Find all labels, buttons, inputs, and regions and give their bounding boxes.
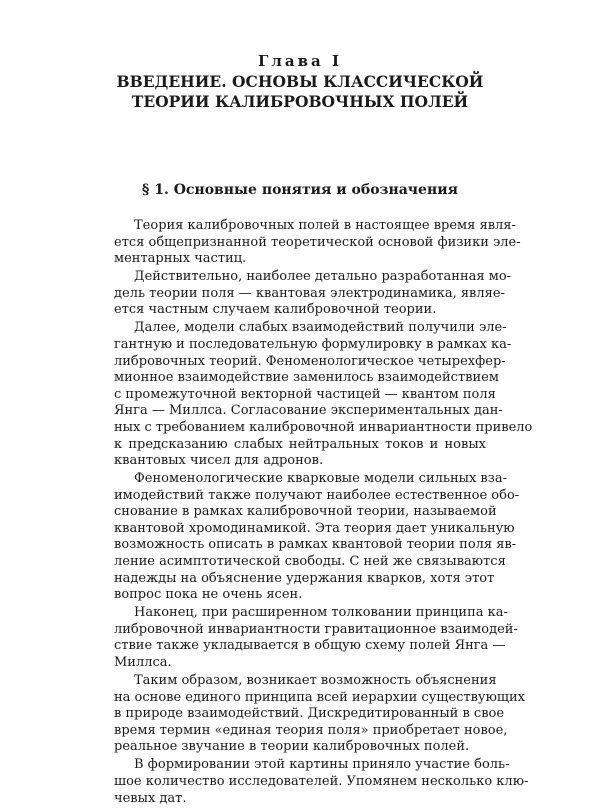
text-line: ется общепризнанной теоретической основой физики эле- (114, 234, 521, 250)
body-text (114, 218, 533, 809)
text-line: Действительно, наиболее детально разработанная мо- (134, 269, 512, 285)
text-line: Миллса. (114, 655, 172, 670)
text-line: Наконец, при расширенном толковании принципа ка- (134, 605, 508, 621)
text-line: на основе единого принципа всей иерархии существующих (114, 689, 525, 705)
chapter-label: Глава I (257, 52, 343, 70)
paragraph (114, 605, 518, 671)
text-line: имодействий также получают наиболее естественное обо- (114, 487, 520, 503)
text-line: В формировании этой картины приняло участие боль- (134, 757, 510, 773)
text-line: дель теории поля — квантовая электродинамика, являе- (114, 285, 505, 301)
text-line: время термин «единая теория поля» приобретает новое, (114, 722, 508, 738)
text-line: ление асимптотической свободы. С ней же связываются (114, 554, 506, 570)
text-line: ствие также укладывается в общую схему полей Янга — (114, 638, 506, 654)
text-line: в природе взаимодействий. Дискредитированный в свое (114, 706, 505, 722)
chapter-title-line: ВВЕДЕНИЕ. ОСНОВЫ КЛАССИЧЕСКОЙ (116, 72, 484, 91)
paragraph (114, 269, 512, 319)
text-line: гантную и последовательную формулировку в рамках ка- (114, 336, 512, 352)
text-line: квантовых чисел для адронов. (114, 453, 324, 469)
text-line: либровочных теорий. Феноменологическое четырехфер- (114, 353, 506, 369)
text-line: надежды на объяснение удержания кварков, хотя этот (114, 570, 495, 586)
paragraph (114, 218, 521, 268)
text-line: Феноменологические кварковые модели сильных вза- (134, 471, 507, 487)
paragraph (114, 320, 533, 469)
text-line: Янга — Миллса. Согласование экспериментальных дан- (114, 403, 503, 419)
text-line: Теория калибровочных полей в настоящее время явля- (134, 218, 516, 233)
text-line: вопрос пока не очень ясен. (114, 587, 303, 603)
chapter-title (0, 72, 600, 112)
text-line: шое количество исследователей. Упомянем несколько клю- (114, 773, 529, 789)
text-line: ментарных частиц. (114, 251, 247, 267)
section-heading: § 1. Основные понятия и обозначения (142, 182, 458, 198)
text-line: с промежуточной векторной частицей — квантом поля (114, 386, 496, 402)
text-line: ных с требованием калибровочной инвариантности привело (114, 419, 533, 435)
paragraph (114, 757, 529, 807)
text-line: реальное звучание в теории калибровочных полей. (114, 739, 470, 755)
text-line: квантовой хромодинамикой. Эта теория дает уникальную (114, 520, 515, 536)
text-line: возможность описать в рамках квантовой теории поля яв- (114, 537, 517, 553)
chapter-title-line: ТЕОРИИ КАЛИБРОВОЧНЫХ ПОЛЕЙ (131, 92, 469, 111)
paragraph (114, 471, 520, 604)
text-line: Далее, модели слабых взаимодействий получили эле- (134, 320, 507, 336)
text-line: мионное взаимодействие заменилось взаимодействием (114, 370, 499, 386)
text-line: снование в рамках калибровочной теории, называемой (114, 504, 497, 520)
text-line: ется частным случаем калибровочной теории. (114, 302, 437, 318)
paragraph (114, 672, 525, 756)
text-line: либровочной инвариантности гравитационное взаимодей- (114, 621, 518, 637)
text-line: чевых дат. (114, 790, 187, 806)
text-line: Таким образом, возникает возможность объяснения (134, 672, 497, 688)
text-line: к предсказанию слабых нейтральных токов и новых (114, 436, 486, 452)
